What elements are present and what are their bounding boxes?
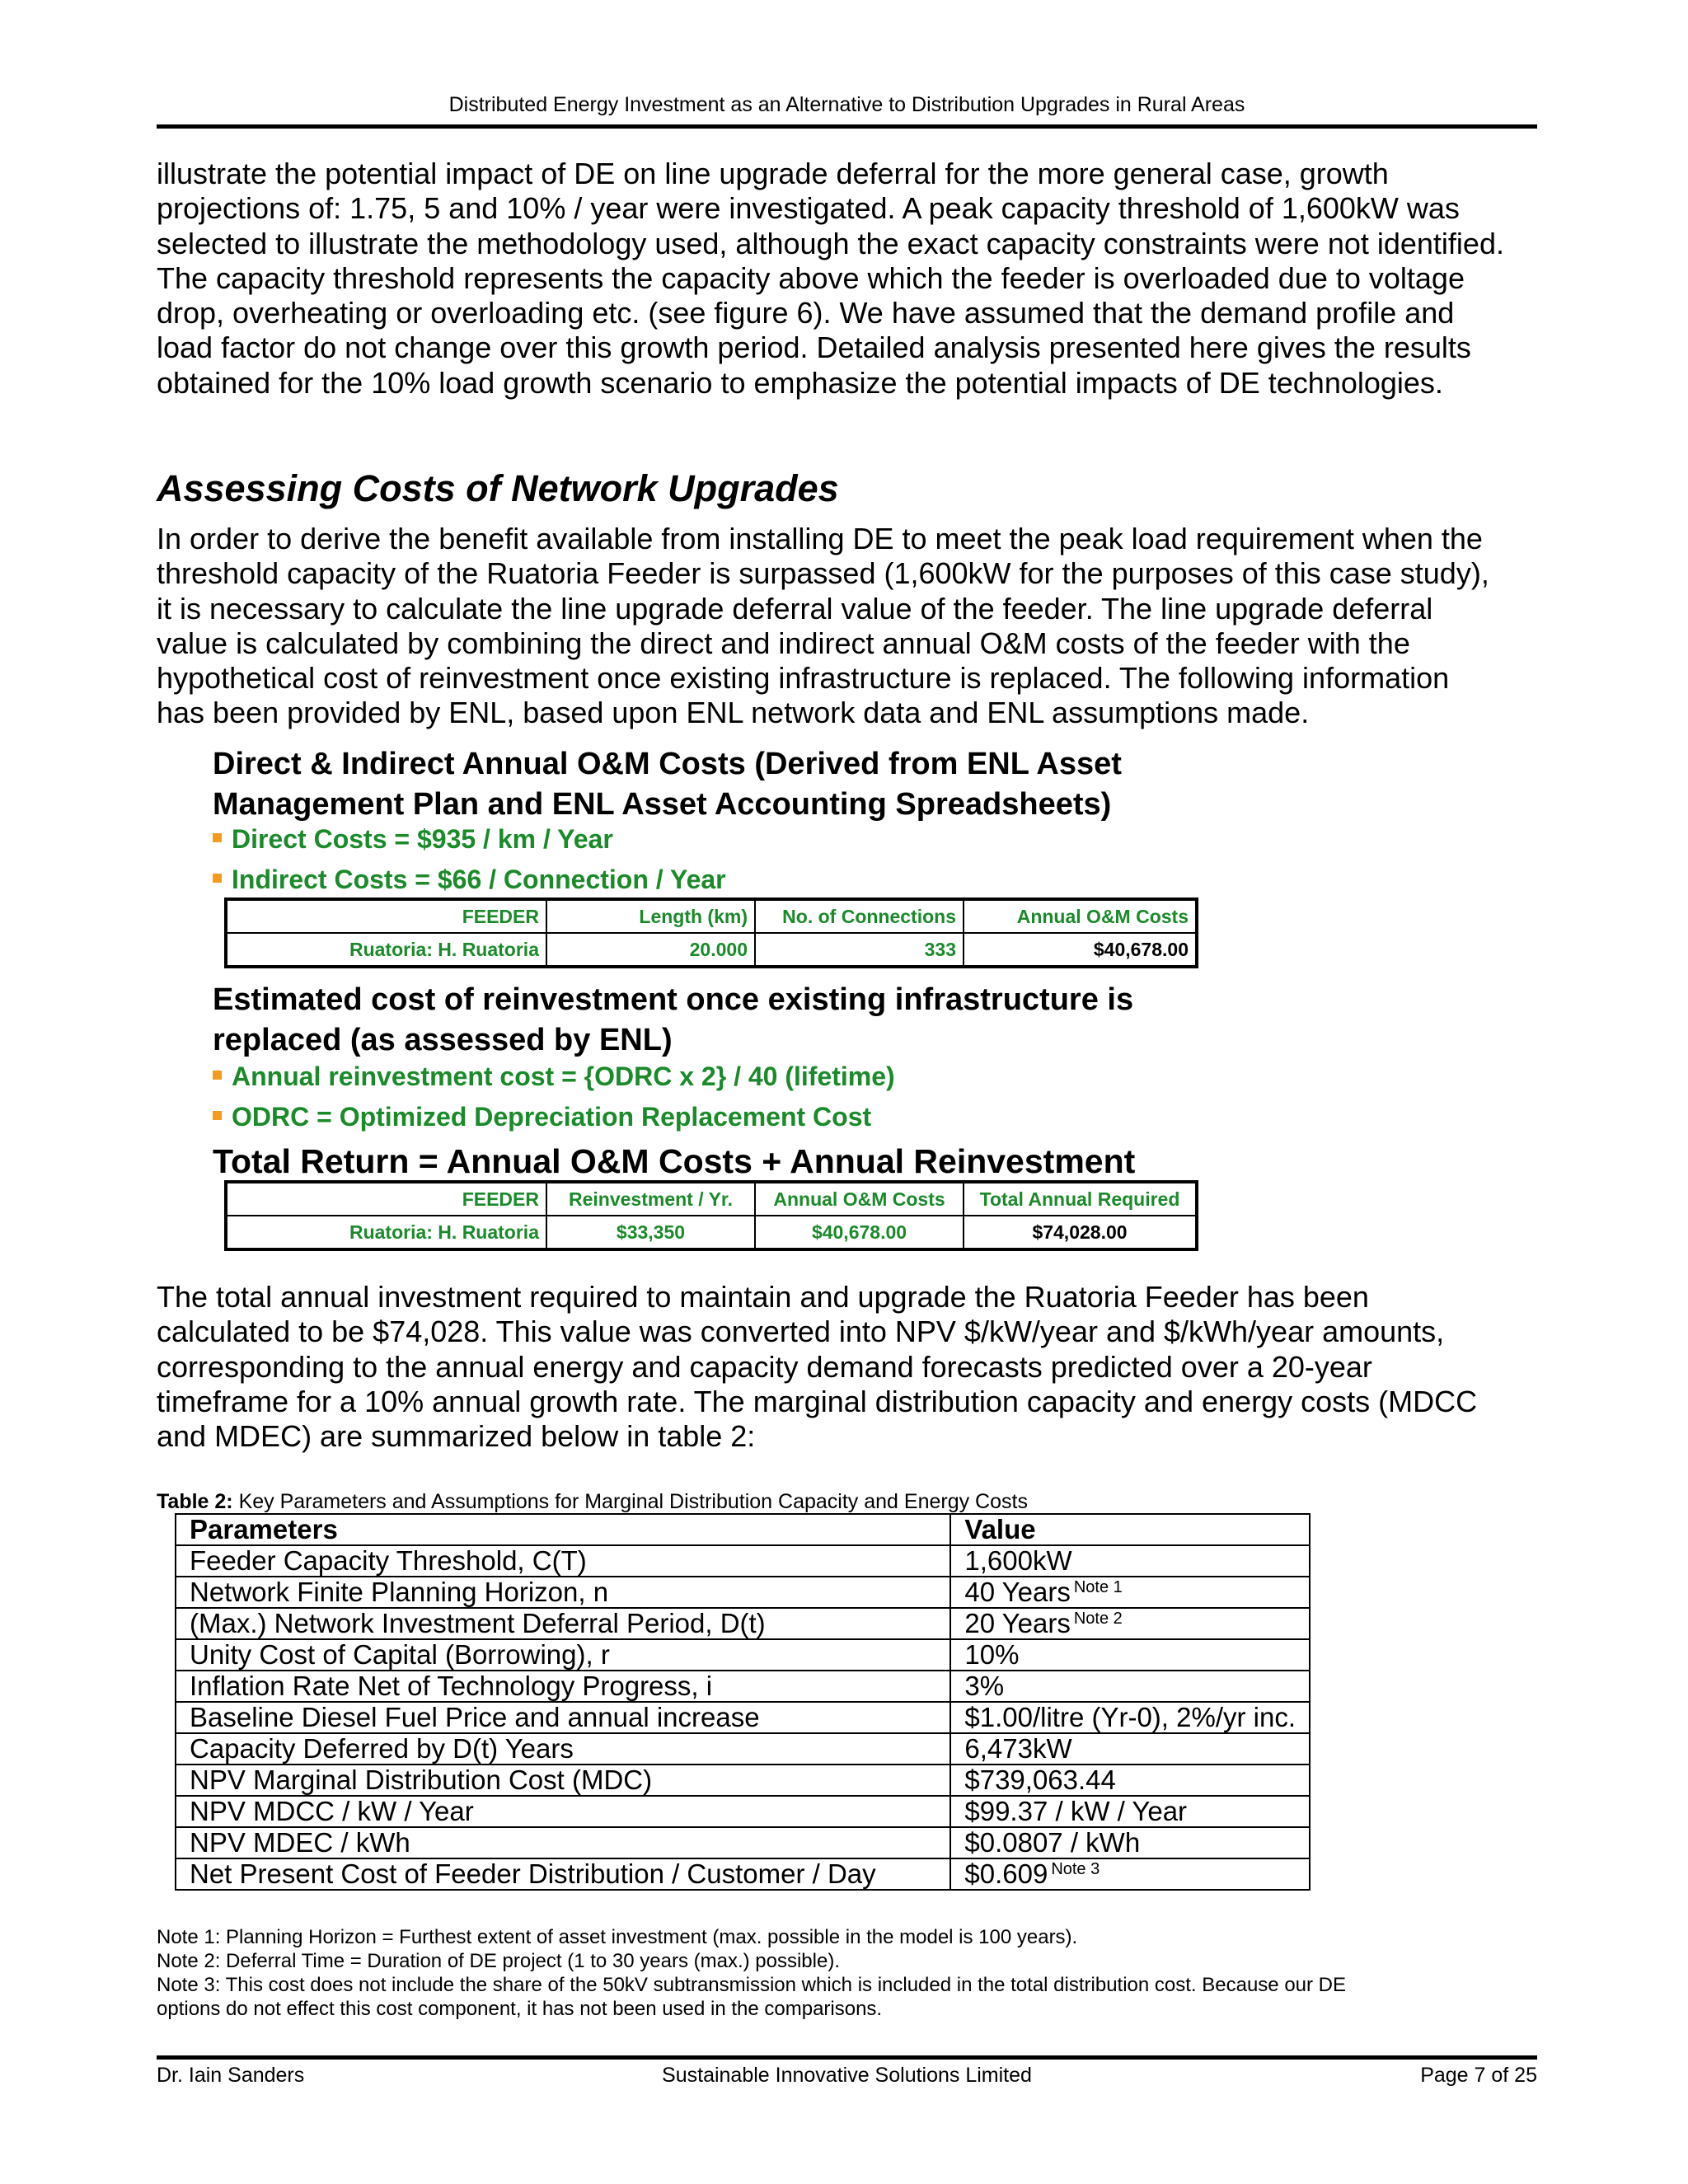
page-number: Page 7 of 25 xyxy=(1420,2064,1537,2087)
caption-text: Key Parameters and Assumptions for Marginal Distribution Capacity and Energy Costs xyxy=(232,1490,1028,1513)
text-line: timeframe for a 10% annual growth rate. The marginal distribution capacity and energy costs (MDCC xyxy=(157,1384,1478,1418)
value-cell: 3% xyxy=(950,1671,1310,1702)
footer-company: Sustainable Innovative Solutions Limited xyxy=(662,2064,1032,2087)
table-row xyxy=(176,1765,1310,1796)
table-row xyxy=(176,1608,1310,1639)
om-costs-table xyxy=(224,898,1198,968)
text-line: projections of: 1.75, 5 and 10% / year were investigated. A peak capacity threshold of 1,600kW was xyxy=(157,191,1460,226)
parameter-cell: Feeder Capacity Threshold, C(T) xyxy=(176,1545,950,1577)
table-cell: 333 xyxy=(755,933,964,967)
table-header-cell: Value xyxy=(950,1514,1310,1545)
caption-label: Table 2: xyxy=(157,1490,233,1513)
value-cell: 6,473kW xyxy=(950,1733,1310,1765)
note-line: Note 2: Deferral Time = Duration of DE project (1 to 30 years (max.) possible). xyxy=(157,1950,840,1972)
text-line: has been provided by ENL, based upon ENL network data and ENL assumptions made. xyxy=(157,696,1310,730)
text-line: calculated to be $74,028. This value was converted into NPV $/kW/year and $/kWh/year amounts, xyxy=(157,1315,1445,1349)
footnote-ref: Note 1 xyxy=(1073,1578,1123,1596)
bullet-square-icon xyxy=(213,874,222,883)
table-row xyxy=(226,1216,1197,1249)
value-cell: $99.37 / kW / Year xyxy=(950,1796,1310,1827)
table-cell: $33,350 xyxy=(546,1216,755,1249)
table-caption xyxy=(157,1489,1028,1514)
parameter-cell: Baseline Diesel Fuel Price and annual increase xyxy=(176,1702,950,1733)
value-cell: 40 Years $^{Note 1}$ xyxy=(950,1577,1310,1608)
parameter-cell: Net Present Cost of Feeder Distribution / Customer / Day xyxy=(176,1858,950,1890)
text-line: illustrate the potential impact of DE on line upgrade deferral for the more general case, growth xyxy=(157,157,1389,190)
total-return-heading: Total Return = Annual O&M Costs + Annual Reinvestment xyxy=(213,1142,1136,1180)
value-cell: $0.609 $^{Note 3}$ xyxy=(950,1858,1310,1890)
note-line: Note 1: Planning Horizon = Furthest extent of asset investment (max. possible in the model is 100 years). xyxy=(157,1926,1078,1948)
text-line: threshold capacity of the Ruatoria Feeder is surpassed (1,600kW for the purposes of this case study), xyxy=(157,556,1489,591)
parameter-cell: Unity Cost of Capital (Borrowing), r xyxy=(176,1639,950,1671)
value-cell: $0.0807 / kWh xyxy=(950,1827,1310,1858)
table-row xyxy=(176,1733,1310,1765)
text-line: selected to illustrate the methodology used, although the exact capacity constraints were not identified. xyxy=(157,226,1504,260)
table-row xyxy=(176,1545,1310,1577)
note-line: options do not effect this cost component, it has not been used in the comparisons. xyxy=(157,1998,883,2020)
footnote-ref: Note 2 xyxy=(1073,1610,1123,1628)
value-cell: 1,600kW xyxy=(950,1545,1310,1577)
table-row xyxy=(176,1639,1310,1671)
table-header-row xyxy=(226,1182,1197,1216)
total-return-table xyxy=(224,1180,1198,1251)
heading-line: replaced (as assessed by ENL) xyxy=(213,1023,673,1057)
text-line: drop, overheating or overloading etc. (see figure 6). We have assumed that the demand profile and xyxy=(157,296,1455,330)
bullet-square-icon xyxy=(213,1111,222,1120)
table-row xyxy=(226,933,1197,967)
table-cell: $40,678.00 xyxy=(755,1216,964,1249)
text-line: and MDEC) are summarized below in table 2: xyxy=(157,1419,756,1454)
text-line: The total annual investment required to maintain and upgrade the Ruatoria Feeder has been xyxy=(157,1280,1369,1314)
parameter-cell: NPV Marginal Distribution Cost (MDC) xyxy=(176,1765,950,1796)
table-row xyxy=(176,1796,1310,1827)
header-rule xyxy=(157,124,1537,129)
parameters-table xyxy=(175,1513,1311,1891)
direct-costs-bullet: Direct Costs = $935 / km / Year xyxy=(213,819,613,859)
table-header-cell: FEEDER xyxy=(226,899,546,933)
text-line: value is calculated by combining the direct and indirect annual O&M costs of the feeder with the xyxy=(157,626,1410,660)
text-line: corresponding to the annual energy and capacity demand forecasts predicted over a 20-year xyxy=(157,1349,1372,1384)
table-cell: Ruatoria: H. Ruatoria xyxy=(226,1216,546,1249)
method-paragraph xyxy=(157,522,1558,731)
heading-line: Direct & Indirect Annual O&M Costs (Derived from ENL Asset xyxy=(213,747,1122,781)
table-header-cell: FEEDER xyxy=(226,1182,546,1216)
parameter-cell: (Max.) Network Investment Deferral Period, D(t) xyxy=(176,1608,950,1639)
parameter-cell: Inflation Rate Net of Technology Progress, i xyxy=(176,1671,950,1702)
table-header-cell: Annual O&M Costs xyxy=(755,1182,964,1216)
reinvestment-heading xyxy=(213,980,1251,1061)
parameter-cell: Network Finite Planning Horizon, n xyxy=(176,1577,950,1608)
parameter-cell: Capacity Deferred by D(t) Years xyxy=(176,1733,950,1765)
table-notes xyxy=(157,1925,1550,2021)
table-header-cell: No. of Connections xyxy=(755,899,964,933)
table-row xyxy=(176,1827,1310,1858)
summary-paragraph xyxy=(157,1280,1558,1454)
text-line: load factor do not change over this growth period. Detailed analysis presented here gives the results xyxy=(157,330,1471,365)
text-line: it is necessary to calculate the line upgrade deferral value of the feeder. The line upgrade deferral xyxy=(157,591,1433,626)
parameter-cell: NPV MDCC / kW / Year xyxy=(176,1796,950,1827)
value-cell: $739,063.44 xyxy=(950,1765,1310,1796)
table-header-cell: Parameters xyxy=(176,1514,950,1545)
reinvestment-formula-bullet: Annual reinvestment cost = {ODRC x 2} / 40 (lifetime) xyxy=(213,1057,895,1096)
footnote-ref: Note 3 xyxy=(1051,1860,1100,1878)
table-cell: Ruatoria: H. Ruatoria xyxy=(226,933,546,967)
value-cell: 10% xyxy=(950,1639,1310,1671)
text-line: obtained for the 10% load growth scenario to emphasize the potential impacts of DE technologies. xyxy=(157,365,1443,400)
table-header-row xyxy=(176,1514,1310,1545)
table-header-row xyxy=(226,899,1197,933)
section-heading: Assessing Costs of Network Upgrades xyxy=(157,467,839,509)
table-header-cell: Annual O&M Costs xyxy=(964,899,1197,933)
intro-paragraph xyxy=(157,157,1558,401)
table-header-cell: Total Annual Required xyxy=(964,1182,1197,1216)
parameter-cell: NPV MDEC / kWh xyxy=(176,1827,950,1858)
table-row xyxy=(176,1671,1310,1702)
note-line: Note 3: This cost does not include the share of the 50kV subtransmission which is included in the total distribution cost. Because our DE xyxy=(157,1974,1347,1996)
table-row xyxy=(176,1702,1310,1733)
text-line: The capacity threshold represents the capacity above which the feeder is overloaded due to voltage xyxy=(157,260,1465,295)
running-header: Distributed Energy Investment as an Alternative to Distribution Upgrades in Rural Areas xyxy=(448,93,1245,116)
value-cell: 20 Years $^{Note 2}$ xyxy=(950,1608,1310,1639)
table-cell: $74,028.00 xyxy=(964,1216,1197,1249)
text-line: hypothetical cost of reinvestment once existing infrastructure is replaced. The following information xyxy=(157,661,1450,696)
table-cell: $40,678.00 xyxy=(964,933,1197,967)
bullet-square-icon xyxy=(213,1071,222,1080)
footer-author: Dr. Iain Sanders xyxy=(157,2064,305,2087)
indirect-costs-bullet: Indirect Costs = $66 / Connection / Year xyxy=(213,860,726,899)
om-costs-heading xyxy=(213,744,1251,825)
bullet-square-icon xyxy=(213,833,222,842)
table-row xyxy=(176,1577,1310,1608)
table-header-cell: Reinvestment / Yr. xyxy=(546,1182,755,1216)
table-cell: 20.000 xyxy=(546,933,755,967)
heading-line: Estimated cost of reinvestment once existing infrastructure is xyxy=(213,982,1134,1017)
footer-rule xyxy=(157,2055,1537,2060)
heading-line: Management Plan and ENL Asset Accounting Spreadsheets) xyxy=(213,787,1112,822)
odrc-definition-bullet: ODRC = Optimized Depreciation Replacement Cost xyxy=(213,1097,871,1137)
table-header-cell: Length (km) xyxy=(546,899,755,933)
table-row xyxy=(176,1858,1310,1890)
text-line: In order to derive the benefit available from installing DE to meet the peak load requirement when the xyxy=(157,522,1483,555)
value-cell: $1.00/litre (Yr-0), 2%/yr inc. xyxy=(950,1702,1310,1733)
